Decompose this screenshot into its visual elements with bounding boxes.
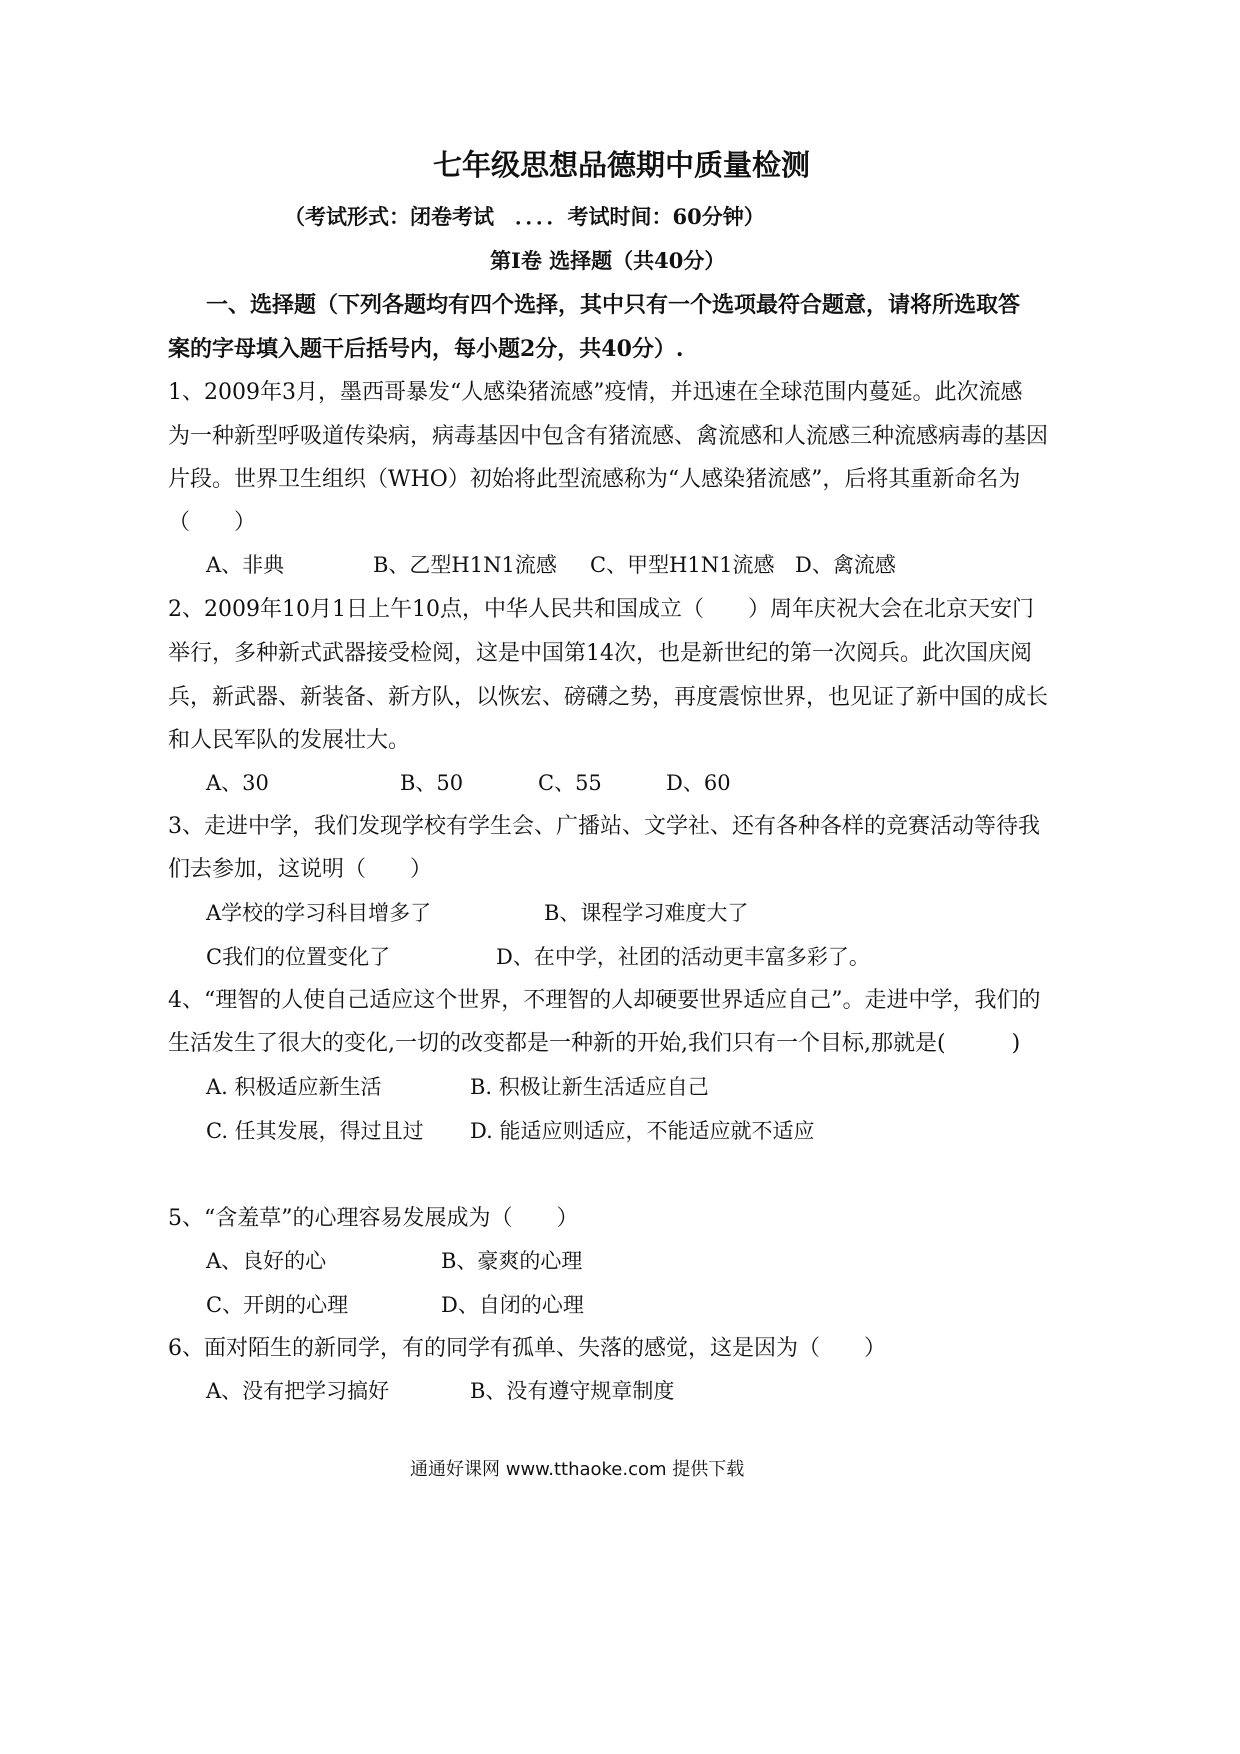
question-1-line-4: （ ） — [168, 510, 257, 535]
question-2-option-d: D、60 — [666, 771, 731, 795]
question-1-line-2: 为一种新型呼吸道传染病，病毒基因中包含有猪流感、禽流感和人流感三种流感病毒的基因 — [168, 424, 1049, 449]
question-4-option-c: C. 任其发展，得过且过 — [206, 1119, 424, 1143]
question-2-option-c: C、55 — [538, 771, 602, 795]
question-3-line-1: 3、走进中学，我们发现学校有学生会、广播站、文学社、还有各种各样的竞赛活动等待我 — [168, 814, 1041, 839]
question-6-line-1: 6、面对陌生的新同学，有的同学有孤单、失落的感觉，这是因为（ ） — [168, 1336, 886, 1361]
question-5-option-a: A、良好的心 — [206, 1249, 327, 1273]
question-1-option-d: D、禽流感 — [795, 553, 896, 577]
question-1-line-3: 片段。世界卫生组织（WHO）初始将此型流感称为“人感染猪流感”，后将其重新命名为 — [168, 467, 1021, 492]
question-3-option-a: A学校的学习科目增多了 — [206, 901, 432, 925]
question-2-line-3: 兵，新武器、新装备、新方队，以恢宏、磅礴之势，再度震惊世界，也见证了新中国的成长 — [168, 685, 1049, 710]
question-5-option-c: C、开朗的心理 — [206, 1293, 349, 1317]
question-4-line-2: 生活发生了很大的变化,一切的改变都是一种新的开始,我们只有一个目标,那就是( ) — [168, 1031, 1021, 1056]
question-5-option-d: D、自闭的心理 — [441, 1293, 584, 1317]
question-6-option-a: A、没有把学习搞好 — [206, 1379, 390, 1403]
question-2-option-a: A、30 — [206, 771, 269, 795]
question-3-option-c: C我们的位置变化了 — [206, 945, 391, 969]
question-1-option-a: A、非典 — [206, 553, 285, 577]
question-4-option-a: A. 积极适应新生活 — [206, 1075, 382, 1099]
question-5-line-1: 5、“含羞草”的心理容易发展成为（ ） — [168, 1206, 579, 1231]
question-3-option-b: B、课程学习难度大了 — [544, 901, 749, 925]
question-3-option-d: D、在中学，社团的活动更丰富多彩了。 — [496, 945, 870, 969]
question-2-option-b: B、50 — [400, 771, 464, 795]
question-6-option-b: B、没有遵守规章制度 — [470, 1379, 675, 1403]
question-1-option-b: B、乙型H1N1流感 — [373, 553, 557, 577]
exam-info: （考试形式：闭卷考试 ．．．．考试时间：60分钟） — [284, 204, 765, 229]
question-4-option-d: D. 能适应则适应，不能适应就不适应 — [470, 1119, 815, 1143]
question-4-line-1: 4、“理智的人使自己适应这个世界，不理智的人却硬要世界适应自己”。走进中学，我们的 — [168, 988, 1041, 1013]
question-2-line-4: 和人民军队的发展壮大。 — [168, 728, 411, 753]
question-2-line-1: 2、2009年10月1日上午10点，中华人民共和国成立（ ）周年庆祝大会在北京天安门 — [168, 597, 1034, 622]
question-3-line-2: 们去参加，这说明（ ） — [168, 857, 433, 882]
question-4-option-b: B. 积极让新生活适应自己 — [470, 1075, 709, 1099]
footer-source: 通通好课网 www.tthaoke.com 提供下载 — [410, 1459, 745, 1480]
question-1-line-1: 1、2009年3月，墨西哥暴发“人感染猪流感”疫情，并迅速在全球范围内蔓延。此次流感 — [168, 380, 1023, 405]
question-1-option-c: C、甲型H1N1流感 — [590, 553, 775, 577]
part-title: 第Ⅰ卷 选择题（共40分） — [490, 248, 726, 273]
page-title: 七年级思想品德期中质量检测 — [433, 148, 811, 182]
question-5-option-b: B、豪爽的心理 — [441, 1249, 583, 1273]
section-instruction-line-2: 案的字母填入题干后括号内，每小题2分，共40分）. — [168, 336, 684, 362]
question-2-line-2: 举行，多种新式武器接受检阅，这是中国第14次，也是新世纪的第一次阅兵。此次国庆阅 — [168, 641, 1032, 666]
section-instruction-line-1: 一、选择题（下列各题均有四个选择，其中只有一个选项最符合题意，请将所选取答 — [206, 292, 1021, 318]
